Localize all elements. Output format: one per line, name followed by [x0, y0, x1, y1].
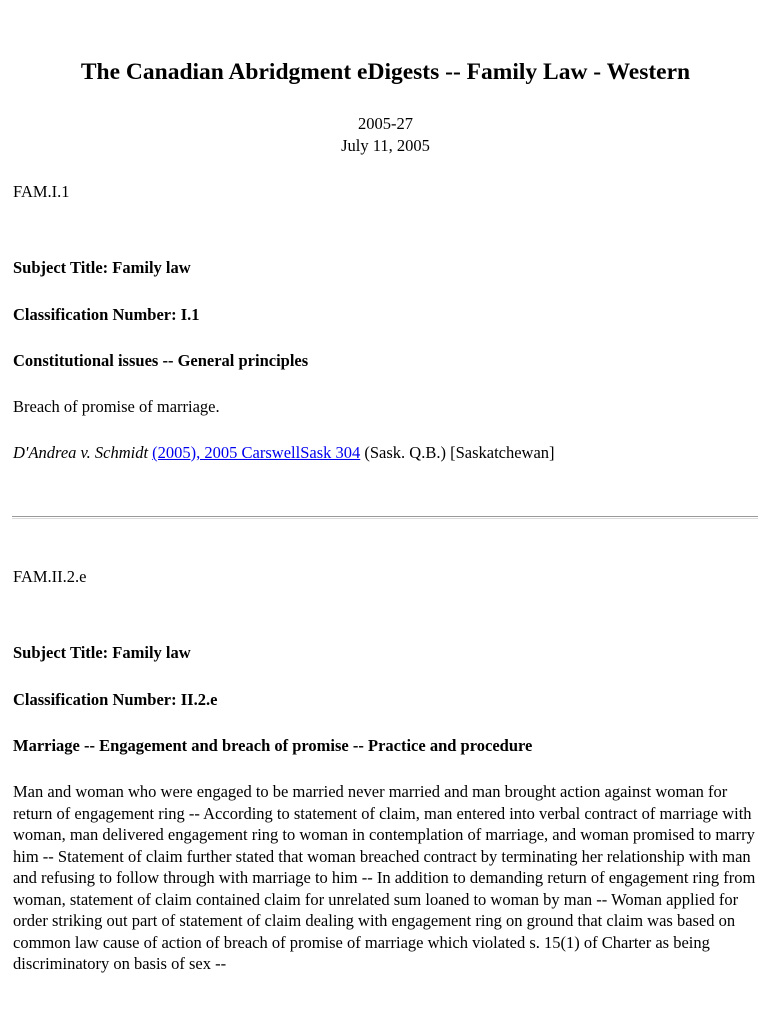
subject-title: Subject Title: Family law: [13, 643, 191, 662]
issue-number: 2005-27: [358, 114, 413, 133]
issue-date: July 11, 2005: [341, 136, 430, 155]
entry-code: FAM.I.1: [13, 182, 70, 201]
citation-link[interactable]: (2005), 2005 CarswellSask 304: [152, 443, 361, 462]
section-divider: [12, 516, 758, 519]
classification-number: Classification Number: II.2.e: [13, 690, 218, 709]
case-name: D'Andrea v. Schmidt: [13, 443, 149, 462]
entry-summary: Man and woman who were engaged to be married never married and man brought action against woman for return of engagement ring -- According to statement of claim, man entered into verbal contract of marriage with woman, man delivered engagement ring to woman in contemplation of marriage, and woman promised to marry him -- Statement of claim further stated that woman breached contract by terminating her relationship with man and refusing to follow through with marriage to him -- In addition to demanding return of engagement ring from woman, statement of claim contained claim for unrelated sum loaned to woman by man -- Woman applied for order striking out part of statement of claim dealing with engagement ring on ground that claim was based on common law cause of action of breach of promise of marriage which violated s. 15(1) of Charter as being discriminatory on basis of sex --: [13, 782, 756, 973]
entry-code: FAM.II.2.e: [13, 567, 87, 586]
entry-heading: Marriage -- Engagement and breach of promise -- Practice and procedure: [13, 736, 533, 755]
entry-summary: Breach of promise of marriage.: [13, 397, 220, 416]
case-citation: [13, 442, 758, 464]
entry-heading: Constitutional issues -- General principles: [13, 351, 309, 370]
subject-title: Subject Title: Family law: [13, 258, 191, 277]
classification-number: Classification Number: I.1: [13, 305, 200, 324]
court-info: (Sask. Q.B.) [Saskatchewan]: [364, 443, 555, 462]
document-title: The Canadian Abridgment eDigests -- Family Law - Western: [80, 59, 691, 85]
